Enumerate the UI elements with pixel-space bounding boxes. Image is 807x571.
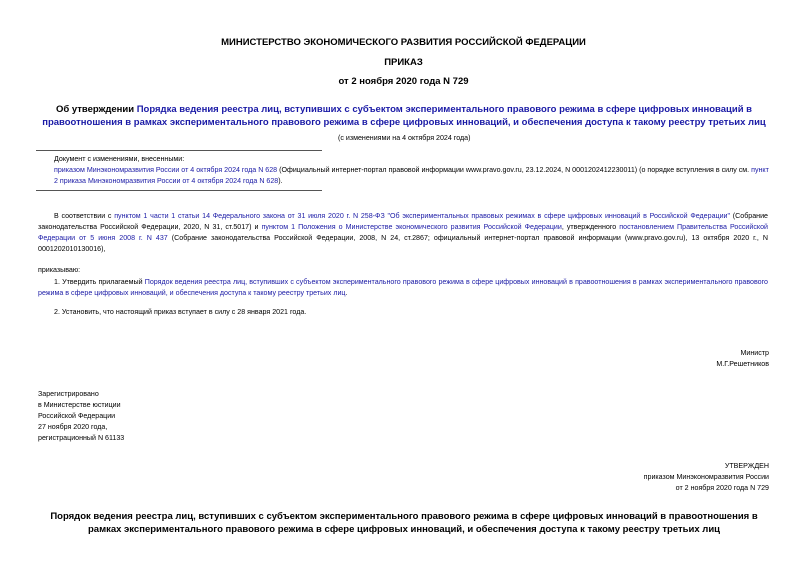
signatory-position: Министр (740, 349, 769, 357)
approval-stamp (644, 461, 769, 494)
document-type: ПРИКАЗ (384, 57, 423, 68)
amendment-text-2: ). (278, 177, 283, 185)
registration-line-1: Зарегистрировано (38, 390, 99, 398)
preamble-text-1: В соответствии с (54, 212, 115, 220)
amendment-link-2[interactable]: пункт 2 приказа Минэкономразвития России от 4 октября 2024 года N 628 (54, 166, 769, 185)
divider-top (36, 150, 322, 151)
preamble-link-decree[interactable]: постановлением Правительства Российской Федерации от 5 июня 2008 г. N 437 (38, 223, 768, 242)
registration-line-5: регистрационный N 61133 (38, 434, 125, 442)
approval-line-2: приказом Минэкономразвития России (643, 473, 769, 481)
title-link[interactable]: Порядка ведения реестра лиц, вступивших с субъектом экспериментального правового режима в сфере цифровых инноваций в правоотношения в рамках экспериментального правового режима в сфере цифровых инноваций, и обеспечения доступа к такому реестру третьих лиц (42, 104, 766, 128)
title-prefix: Об утверждении (55, 104, 137, 115)
registration-line-4: 27 ноября 2020 года, (38, 423, 108, 431)
amendment-text-1: (Официальный интернет-портал правовой информации www.pravo.gov.ru, 23.12.2024, N 0001202412230011) (о порядке вступления в силу см. (277, 166, 752, 174)
signatory-name: М.Г.Решетников (716, 360, 769, 368)
item1-procedure-link[interactable]: Порядок ведения реестра лиц, вступивших с субъектом экспериментального правового режима в сфере цифровых инноваций в правоотношения в рамках экспериментального правового режима в сфере цифровых инноваций, и обеспечения доступа к такому реестру третьих лиц (38, 278, 768, 297)
registration-block (38, 389, 124, 444)
preamble-link-regulation[interactable]: пунктом 1 Положения о Министерстве экономического развития Российской Федерации (261, 223, 562, 231)
revision-note: (с изменениями на 4 октября 2024 года) (338, 134, 471, 142)
preamble-text-3: , утвержденного (561, 223, 620, 231)
amendments-list (54, 165, 772, 187)
amendments-block (54, 154, 772, 187)
registration-line-3: Российской Федерации (38, 412, 116, 420)
preamble-text-4: (Собрание законодательства Российской Федерации, 2008, N 24, ст.2867; официальный интернет-портал правовой информации (www.pravo.gov.ru), 13 октября 2020 г., N 0001202010130016), (38, 234, 768, 253)
preamble-text-2: (Собрание законодательства Российской Федерации, 2020, N 31, ст.5017) и (38, 212, 768, 231)
divider-bottom (36, 190, 322, 191)
order-item-2: 2. Установить, что настоящий приказ вступает в силу с 28 января 2021 года. (54, 308, 307, 316)
procedure-title: Порядок ведения реестра лиц, вступивших с субъектом экспериментального правового режима в сфере цифровых инноваций в правоотношения в рамках экспериментального правового режима в сфере цифровых инноваций, и обеспечения доступа к такому реестру третьих лиц (50, 511, 758, 535)
approval-line-1: УТВЕРЖДЕН (724, 462, 769, 470)
ministry-heading: МИНИСТЕРСТВО ЭКОНОМИЧЕСКОГО РАЗВИТИЯ РОССИЙСКОЙ ФЕДЕРАЦИИ (221, 37, 586, 48)
registration-line-2: в Министерстве юстиции (38, 401, 121, 409)
order-item-1 (38, 277, 768, 299)
document-title (36, 104, 772, 129)
amendment-link-1[interactable]: приказом Минэкономразвития России от 4 октября 2024 года N 628 (54, 166, 278, 174)
preamble-paragraph (38, 211, 768, 255)
amendments-intro: Документ с изменениями, внесенными: (54, 155, 185, 163)
preamble-link-law[interactable]: пунктом 1 части 1 статьи 14 Федерального закона от 31 июля 2020 г. N 258-ФЗ "Об экспериментальных правовых режимах в сфере цифровых инноваций в Российской Федерации" (114, 212, 731, 220)
item1-text-2: . (345, 289, 348, 297)
item1-text-1: 1. Утвердить прилагаемый (54, 278, 145, 286)
document-date-number: от 2 ноября 2020 года N 729 (338, 76, 469, 87)
order-word: приказываю: (38, 266, 81, 274)
approval-line-3: от 2 ноября 2020 года N 729 (675, 484, 769, 492)
